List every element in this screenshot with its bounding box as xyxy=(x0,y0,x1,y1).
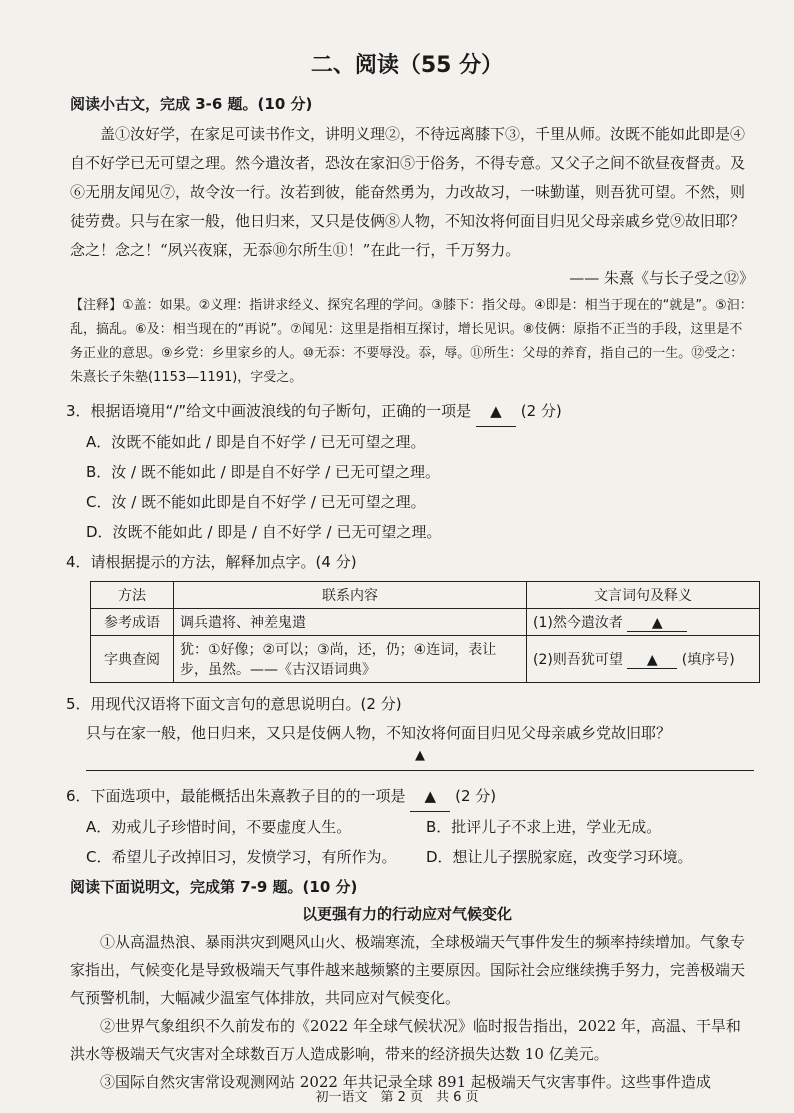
q4-row1-blank[interactable]: ▲ xyxy=(627,615,687,632)
classical-signature: —— 朱熹《与长子受之⑫》 xyxy=(569,269,754,287)
expository-title: 以更强有力的行动应对气候变化 xyxy=(301,905,512,923)
table-row xyxy=(91,636,760,683)
q4-row2-text: (2)则吾犹可望 xyxy=(533,652,623,668)
q6-option-a: A．劝戒儿子珍惜时间，不要虚度人生。 xyxy=(86,818,352,836)
q6-options-row-1 xyxy=(86,812,754,842)
q4-header-content: 联系内容 xyxy=(174,582,527,609)
table-row xyxy=(91,609,760,636)
q4-row2-blank[interactable]: ▲ xyxy=(627,652,677,669)
q6-answer-blank[interactable]: ▲ xyxy=(410,781,450,812)
q4-row1-text: (1)然今遣汝者 xyxy=(533,615,623,631)
expository-para-3: ③国际自然灾害常设观测网站 2022 年共记录全球 891 起极端天气灾害事件。这些事件造成 xyxy=(100,1073,711,1091)
q6-option-d: D．想让儿子摆脱家庭，改变学习环境。 xyxy=(426,848,693,866)
classical-heading: 阅读小古文，完成 3-6 题。(10 分) xyxy=(70,95,313,113)
q3-option-a: A．汝既不能如此 / 即是自不好学 / 已无可望之理。 xyxy=(86,433,426,451)
q4-row1-item xyxy=(527,609,760,636)
q3-option-d: D．汝既不能如此 / 即是 / 自不好学 / 已无可望之理。 xyxy=(86,523,442,541)
q4-table xyxy=(90,581,760,683)
q6-option-b: B．批评儿子不求上进，学业无成。 xyxy=(426,818,662,836)
q5-sentence: 只与在家一般，他日归来，又只是伎俩人物，不知汝将何面目归见父母亲戚乡党故旧耶？ xyxy=(86,724,672,742)
q6-options-row-2 xyxy=(86,842,754,872)
q4-row2-extra: (填序号) xyxy=(681,652,735,668)
question-6 xyxy=(66,781,754,812)
section-title: 二、阅读（55 分） xyxy=(310,53,504,78)
q4-row2-content: 犹：①好像；②可以；③尚，还，仍；④连词，表让步，虽然。——《古汉语词典》 xyxy=(174,636,527,683)
q3-option-c: C．汝 / 既不能如此即是自不好学 / 已无可望之理。 xyxy=(86,493,426,511)
expository-para-2: ②世界气象组织不久前发布的《2022 年全球气候状况》临时报告指出，2022 年，高温、干旱和洪水等极端天气灾害对全球数百万人造成影响，带来的经济损失达数 10 亿美元。 xyxy=(70,1017,741,1063)
classical-text: 盖①汝好学，在家足可读书作文，讲明义理②，不待远离膝下③，千里从师。汝既不能如此即是④自不好学已无可望之理。然今遣汝者，恐汝在家汩⑤于俗务，不得专意。又父子之间不欲昼夜督责。及⑥无朋友闻见⑦，故令汝一行。汝若到彼，能奋然勇为，力改故习，一味勤谨，则吾犹可望。不然，则徒劳费。只与在家一般，他日归来，又只是伎俩⑧人物，不知汝将何面目归见父母亲戚乡党⑨故旧耶？念之！念之！“夙兴夜寐，无忝⑩尔所生⑪！”在此一行，千万努力。 xyxy=(70,125,746,259)
q4-header-method: 方法 xyxy=(91,582,174,609)
page-footer: 初一语文 第 2 页 共 6 页 xyxy=(315,1090,479,1105)
q4-row2-method: 字典查阅 xyxy=(91,636,174,683)
expository-para-1: ①从高温热浪、暴雨洪灾到飓风山火、极端寒流，全球极端天气事件发生的频率持续增加。气象专家指出，气候变化是导致极端天气事件越来越频繁的主要原因。国际社会应继续携手努力，完善极端天气预警机制，大幅减少温室气体排放，共同应对气候变化。 xyxy=(70,933,746,1007)
q6-stem: 6．下面选项中，最能概括出朱熹教子目的的一项是 xyxy=(66,787,406,805)
q3-option-b: B．汝 / 既不能如此 / 即是自不好学 / 已无可望之理。 xyxy=(86,463,441,481)
q4-row1-content: 调兵遣将、神差鬼遣 xyxy=(174,609,527,636)
q3-answer-blank[interactable]: ▲ xyxy=(476,396,516,427)
q4-header-item: 文言词句及释义 xyxy=(527,582,760,609)
q6-option-c: C．希望儿子改掉旧习，发愤学习，有所作为。 xyxy=(86,848,397,866)
q4-row1-method: 参考成语 xyxy=(91,609,174,636)
expository-heading: 阅读下面说明文，完成第 7-9 题。(10 分) xyxy=(70,878,358,896)
q3-stem: 3．根据语境用“/”给文中画波浪线的句子断句，正确的一项是 xyxy=(66,402,472,420)
q5-stem: 5．用现代汉语将下面文言句的意思说明白。(2 分) xyxy=(66,695,402,713)
q5-answer-line[interactable]: ▲ xyxy=(86,748,754,771)
q4-row2-item xyxy=(527,636,760,683)
question-3 xyxy=(66,396,754,427)
q4-stem: 4．请根据提示的方法，解释加点字。(4 分) xyxy=(66,553,357,571)
q3-score: (2 分) xyxy=(520,402,562,420)
q6-score: (2 分) xyxy=(455,787,497,805)
classical-notes: 【注释】①盖：如果。②义理：指讲求经义、探究名理的学问。③膝下：指父母。④即是：相当于现在的“就是”。⑤汩：乱，搞乱。⑥及：相当现在的“再说”。⑦闻见：这里是指相互探讨，增长见识。⑧伎俩：原指不正当的手段，这里是不务正业的意思。⑨乡党：乡里家乡的人。⑩无忝：不要辱没。忝，辱。⑪所生：父母的养育，指自己的一生。⑫受之：朱熹长子朱塾(1153—1191)，字受之。 xyxy=(70,298,753,385)
